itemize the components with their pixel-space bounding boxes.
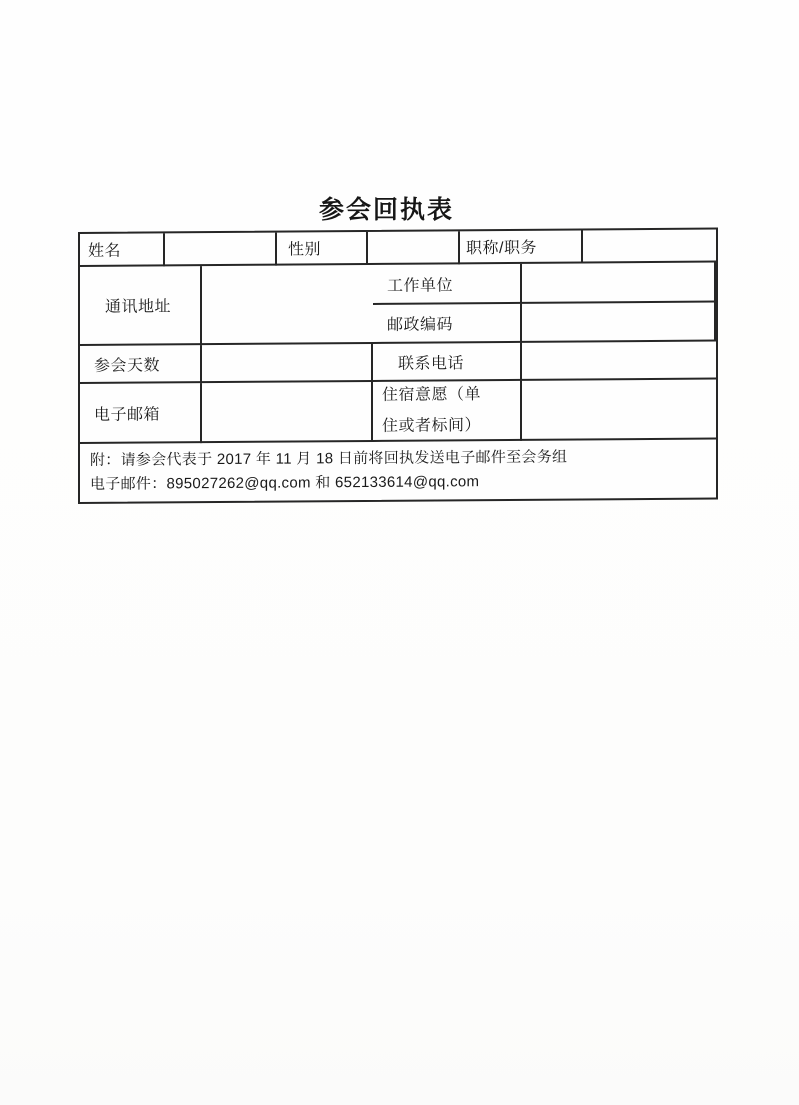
note-line-1: 附：请参会代表于 2017 年 11 月 18 日前将回执发送电子邮件至会务组: [90, 448, 568, 469]
address-value-cell: [202, 265, 373, 345]
lodging-label: [373, 381, 522, 442]
position-value-cell: [583, 230, 716, 264]
phone-label: 联系电话: [373, 343, 522, 382]
position-label: 职称/职务: [460, 230, 583, 264]
note-line-2: 电子邮件：895027262@qq.com 和 652133614@qq.com: [90, 472, 480, 493]
table-rows-workunit-postal: [80, 263, 716, 346]
form-title: 参会回执表: [318, 196, 454, 224]
lodging-label-line1: 住宿意愿（单: [382, 386, 482, 404]
work-unit-label: 工作单位: [373, 264, 522, 305]
gender-label: 性别: [277, 232, 368, 266]
days-label: 参会天数: [80, 345, 202, 384]
lodging-value-cell: [522, 380, 716, 441]
postal-code-label: 邮政编码: [373, 304, 522, 344]
name-value-cell: [165, 233, 277, 267]
phone-value-cell: [522, 342, 716, 381]
days-value-cell: [202, 344, 373, 383]
postal-code-value-cell: [522, 303, 716, 343]
table-row-header: [80, 230, 716, 267]
lodging-label-line2: 住或者标间）: [382, 417, 482, 435]
work-unit-value-cell: [522, 263, 716, 304]
table-row-days-phone: [80, 342, 716, 384]
name-label: 姓名: [80, 233, 165, 267]
email-label: 电子邮箱: [80, 383, 202, 444]
address-label: 通讯地址: [80, 266, 202, 346]
table-row-email-lodging: [80, 380, 716, 444]
footer-note: [80, 440, 716, 502]
email-value-cell: [202, 382, 373, 443]
reply-form-table: [78, 228, 718, 504]
gender-value-cell: [368, 231, 460, 265]
